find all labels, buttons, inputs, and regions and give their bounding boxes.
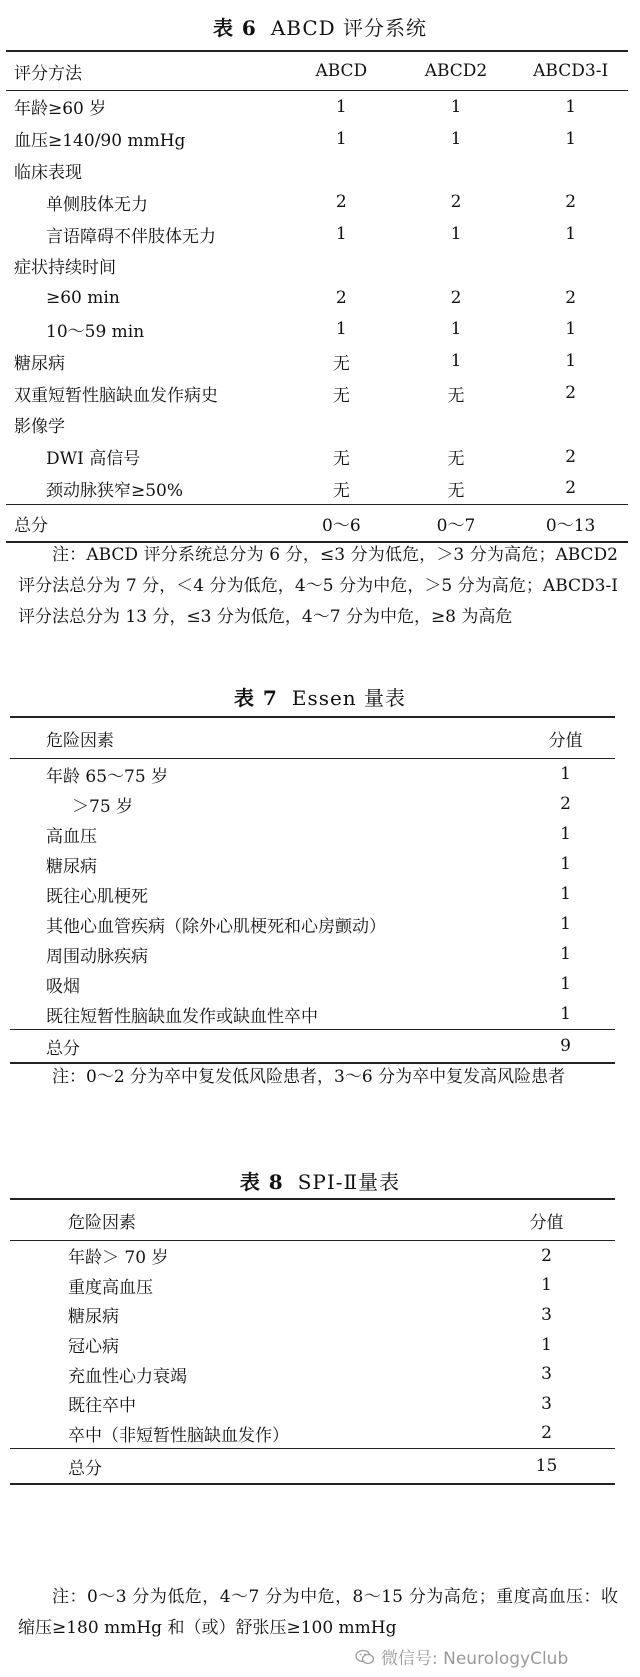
row-label: 单侧肢体无力 xyxy=(46,194,148,215)
table-row xyxy=(6,282,628,314)
cell-abcd2: 1 xyxy=(450,224,462,245)
table6-header-abcd3i: ABCD3-Ⅰ xyxy=(513,51,628,91)
cell-abcd: 1 xyxy=(335,224,347,245)
row-label: 周围动脉疾病 xyxy=(46,946,148,967)
cell-abcd3i: 2 xyxy=(565,383,577,404)
table-row xyxy=(10,759,615,790)
cell-score: 2 xyxy=(560,794,571,814)
table8-title-number: 表 8 xyxy=(239,1170,284,1194)
cell-abcd: 1 xyxy=(335,128,347,149)
total-score: 15 xyxy=(478,1449,615,1485)
row-label: 年龄 65～75 岁 xyxy=(46,766,169,787)
table-row xyxy=(10,1359,615,1389)
cell-abcd3i: 2 xyxy=(565,287,577,308)
table-row xyxy=(6,186,628,218)
cell-abcd xyxy=(284,250,399,282)
table7-total-row xyxy=(10,1030,615,1064)
table-row xyxy=(6,123,628,155)
table-row xyxy=(10,1389,615,1419)
table-row xyxy=(6,441,628,473)
cell-abcd2 xyxy=(399,155,514,187)
row-label: 症状持续时间 xyxy=(14,258,116,279)
row-label: 临床表现 xyxy=(14,162,82,183)
table-row xyxy=(6,218,628,250)
total-label: 总分 xyxy=(6,505,284,543)
cell-abcd3i: 1 xyxy=(565,128,577,149)
cell-abcd2: 无 xyxy=(447,480,465,501)
table6-title xyxy=(0,12,640,41)
table7-title-number: 表 7 xyxy=(233,686,278,710)
table6-title-text: ABCD 评分系统 xyxy=(270,16,428,40)
row-label: 糖尿病 xyxy=(14,353,65,374)
total-label: 总分 xyxy=(10,1030,516,1064)
cell-score: 3 xyxy=(541,1304,552,1325)
row-label: 言语障碍不伴肢体无力 xyxy=(46,226,216,247)
cell-score: 2 xyxy=(541,1245,552,1266)
cell-abcd: 无 xyxy=(332,353,350,374)
table-row xyxy=(6,250,628,282)
row-label: 重度高血压 xyxy=(68,1277,153,1298)
total-abcd3i: 0～13 xyxy=(513,505,628,543)
table7-header-row xyxy=(10,717,615,759)
total-abcd2: 0～7 xyxy=(399,505,514,543)
row-label: 其他心血管疾病（除外心肌梗死和心房颤动） xyxy=(46,916,386,937)
cell-score: 1 xyxy=(560,824,571,844)
table8-header-row xyxy=(10,1199,615,1241)
cell-abcd2 xyxy=(399,409,514,441)
row-label: 年龄＞ 70 岁 xyxy=(68,1248,169,1269)
row-label: ＞75 岁 xyxy=(72,796,134,817)
table6-header-abcd: ABCD xyxy=(284,51,399,91)
cell-abcd2: 2 xyxy=(450,192,462,213)
cell-abcd3i: 1 xyxy=(565,96,577,117)
cell-score: 3 xyxy=(541,1393,552,1414)
row-label: 冠心病 xyxy=(68,1337,119,1358)
row-label: 双重短暂性脑缺血发作病史 xyxy=(14,385,218,406)
table8-header-factor: 危险因素 xyxy=(10,1199,478,1241)
cell-score: 1 xyxy=(560,1004,571,1024)
table-row xyxy=(6,314,628,346)
cell-abcd2: 无 xyxy=(447,449,465,470)
cell-score: 1 xyxy=(560,854,571,874)
cell-abcd: 无 xyxy=(332,449,350,470)
cell-score: 1 xyxy=(560,974,571,994)
table-row xyxy=(10,1419,615,1449)
table-row xyxy=(10,819,615,849)
table-row xyxy=(10,939,615,969)
table-row xyxy=(6,91,628,123)
row-label: 影像学 xyxy=(14,417,65,438)
cell-abcd3i: 1 xyxy=(565,319,577,340)
table6-total-row xyxy=(6,505,628,543)
watermark-text: 微信号: NeurologyClub xyxy=(381,1649,569,1669)
cell-abcd: 1 xyxy=(335,96,347,117)
cell-score: 1 xyxy=(560,884,571,904)
cell-abcd2 xyxy=(399,250,514,282)
cell-abcd3i xyxy=(513,155,628,187)
table6-abcd xyxy=(6,50,628,543)
table-row xyxy=(6,409,628,441)
row-label: DWI 高信号 xyxy=(46,449,141,470)
row-label: 血压≥140/90 mmHg xyxy=(14,131,186,152)
cell-abcd: 2 xyxy=(335,192,347,213)
cell-abcd2: 无 xyxy=(447,385,465,406)
row-label: 卒中（非短暂性脑缺血发作） xyxy=(68,1425,289,1446)
wechat-icon xyxy=(355,1649,375,1665)
table6-note: 注：ABCD 评分系统总分为 6 分，≤3 分为低危，＞3 分为高危；ABCD2 评分法总分为 7 分，＜4 分为低危，4～5 分为中危，＞5 分为高危；ABCD3-Ⅰ评分法总分为 13 分，≤3 分为低危，4～7 分为中危，≥8 为高危 xyxy=(18,545,618,627)
cell-abcd2: 1 xyxy=(450,128,462,149)
cell-score: 1 xyxy=(560,764,571,784)
table-row xyxy=(10,1330,615,1360)
cell-score: 1 xyxy=(541,1275,552,1296)
cell-score: 3 xyxy=(541,1364,552,1385)
row-label: 既往短暂性脑缺血发作或缺血性卒中 xyxy=(46,1006,318,1027)
total-score: 9 xyxy=(516,1030,615,1064)
table7-title xyxy=(0,682,640,711)
table7-note: 注：0～2 分为卒中复发低风险患者，3～6 分为卒中复发高风险患者 xyxy=(52,1067,566,1087)
row-label: 糖尿病 xyxy=(46,856,97,877)
table8-total-row xyxy=(10,1449,615,1485)
row-label: 既往心肌梗死 xyxy=(46,886,148,907)
table7-header-factor: 危险因素 xyxy=(10,717,516,759)
table-row xyxy=(10,1271,615,1301)
table8-title-text: SPI-Ⅱ量表 xyxy=(297,1170,401,1194)
cell-abcd3i: 1 xyxy=(565,351,577,372)
row-label: 既往卒中 xyxy=(68,1396,136,1417)
cell-score: 1 xyxy=(560,944,571,964)
table8-title xyxy=(0,1166,640,1195)
cell-abcd: 无 xyxy=(332,385,350,406)
total-abcd: 0～6 xyxy=(284,505,399,543)
table-row xyxy=(10,999,615,1030)
cell-score: 1 xyxy=(541,1334,552,1355)
row-label: 年龄≥60 岁 xyxy=(14,99,107,120)
cell-abcd xyxy=(284,409,399,441)
cell-abcd xyxy=(284,155,399,187)
table8-header-score: 分值 xyxy=(478,1199,615,1241)
table8-note: 注：0～3 分为低危，4～7 分为中危，8～15 分为高危；重度高血压：收缩压≥180 mmHg 和（或）舒张压≥100 mmHg xyxy=(18,1587,618,1638)
table-row xyxy=(10,789,615,819)
cell-abcd3i: 2 xyxy=(565,446,577,467)
table-row xyxy=(10,909,615,939)
row-label: 颈动脉狭窄≥50% xyxy=(46,480,184,501)
cell-abcd: 1 xyxy=(335,319,347,340)
table-row xyxy=(6,345,628,377)
cell-abcd3i: 1 xyxy=(565,224,577,245)
total-label: 总分 xyxy=(10,1449,478,1485)
row-label: ≥60 min xyxy=(46,287,120,308)
cell-abcd2: 2 xyxy=(450,287,462,308)
table6-header-abcd2: ABCD2 xyxy=(399,51,514,91)
row-label: 吸烟 xyxy=(46,976,80,997)
watermark xyxy=(355,1644,568,1669)
table7-header-score: 分值 xyxy=(516,717,615,759)
cell-abcd3i: 2 xyxy=(565,192,577,213)
cell-abcd: 2 xyxy=(335,287,347,308)
table6-title-number: 表 6 xyxy=(212,16,257,40)
cell-abcd2: 1 xyxy=(450,319,462,340)
cell-abcd3i: 2 xyxy=(565,478,577,499)
row-label: 高血压 xyxy=(46,826,97,847)
table7-title-text: Essen 量表 xyxy=(291,686,407,710)
table-row xyxy=(10,879,615,909)
table6-header-method: 评分方法 xyxy=(6,51,284,91)
table-row xyxy=(10,1241,615,1271)
cell-abcd: 无 xyxy=(332,480,350,501)
cell-abcd3i xyxy=(513,250,628,282)
table-row xyxy=(10,969,615,999)
row-label: 充血性心力衰竭 xyxy=(68,1366,187,1387)
cell-score: 1 xyxy=(560,914,571,934)
table-row xyxy=(10,849,615,879)
row-label: 糖尿病 xyxy=(68,1307,119,1328)
row-label: 10～59 min xyxy=(46,321,145,342)
table6-header-row xyxy=(6,51,628,91)
cell-score: 2 xyxy=(541,1423,552,1444)
table-row xyxy=(10,1300,615,1330)
table-row xyxy=(6,377,628,409)
table7-essen xyxy=(10,716,615,1064)
cell-abcd2: 1 xyxy=(450,96,462,117)
cell-abcd3i xyxy=(513,409,628,441)
table8-spi2 xyxy=(10,1198,615,1485)
table-row xyxy=(6,473,628,505)
table-row xyxy=(6,155,628,187)
cell-abcd2: 1 xyxy=(450,351,462,372)
